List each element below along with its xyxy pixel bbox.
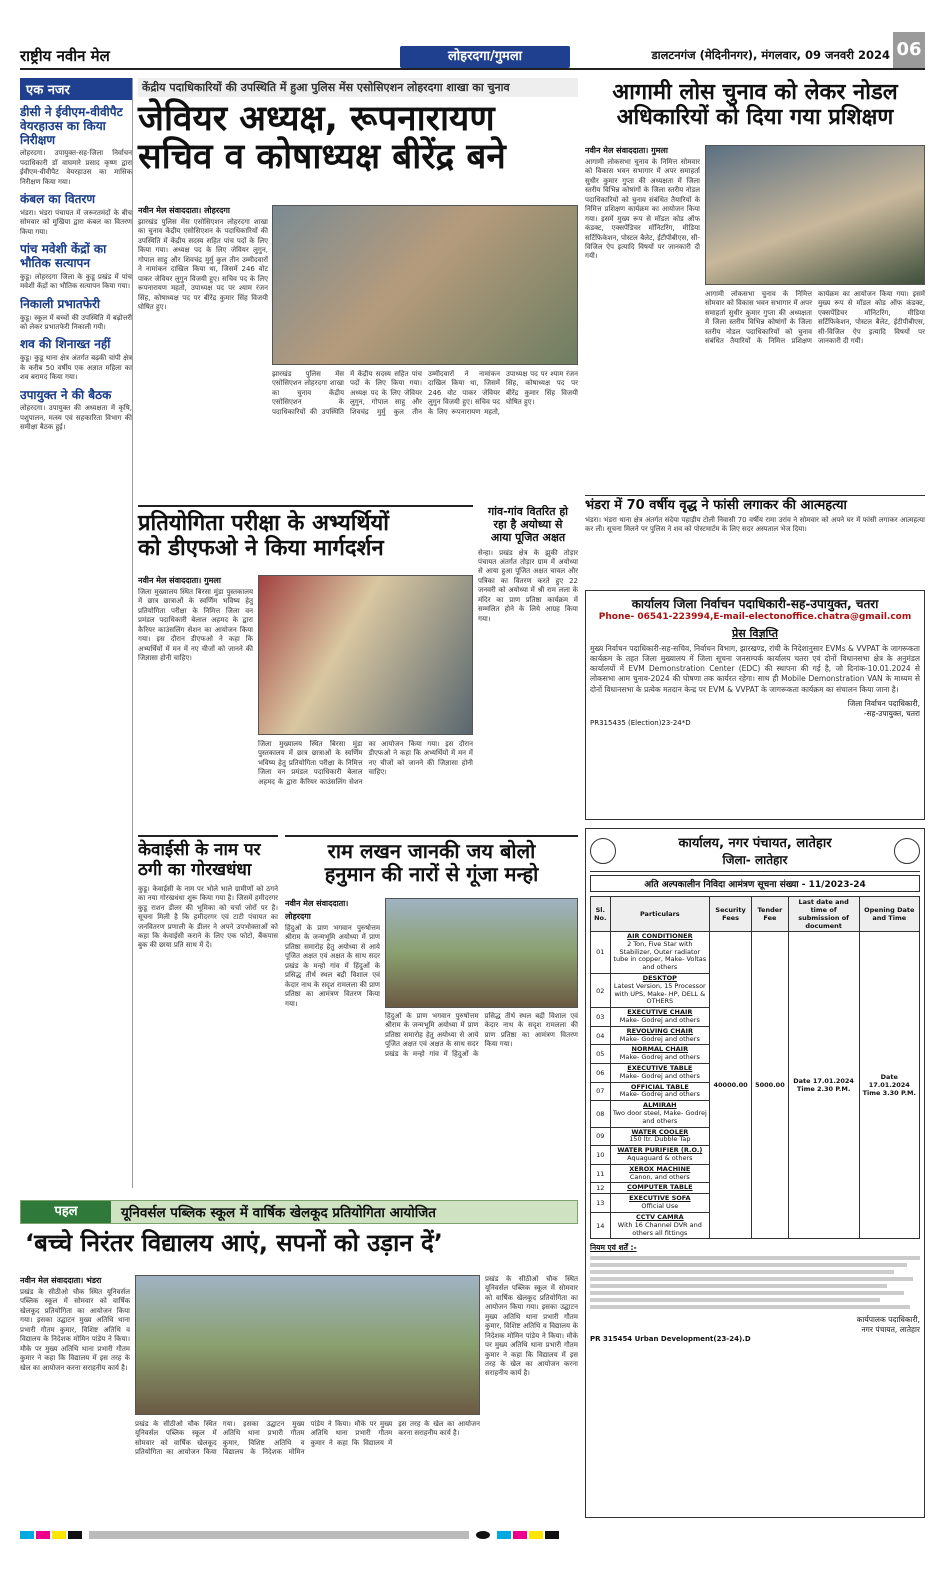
section-tag: लोहरदगा/गुमला: [400, 46, 570, 68]
tender-row-item-desc: Two door steel, Make- Godrej and others: [612, 1108, 707, 1125]
kyc-story: [138, 835, 278, 1190]
tender-row-sl: 02: [591, 973, 611, 1007]
sidebar-ek-nazar: [20, 78, 133, 1188]
newspaper-brand: राष्ट्रीय नवीन मेल: [20, 47, 110, 65]
ramlakhan-headline-line1: राम लखन जानकी जय बोलो: [327, 839, 536, 863]
tender-row-item-desc: Make- Godrej and others: [619, 1071, 700, 1080]
ayodhya-body: सेन्हा। प्रखंड क्षेत्र के झुकी तोड़ार पंचायत अंतर्गत तोड़ार ग्राम में अयोध्या से आया हुआ पूजित अक्षत चावल और पत्रिका का वितरण करते हुए 22 जनवरी को अयोध्या में श्री राम लला के मंदिर का प्राण प्रतिष्ठा कार्यक्रम में सम्मलित होने के लिये आग्रह किया गया।: [478, 548, 578, 623]
lead-body-continued: झारखंड पुलिस मेंस एसोसिएशन लोहरदगा शाखा का चुनाव केंद्रीय एसोसिएशन के पदाधिकारियों की उपस्थिति में केंद्रीय सदस्य सहित पांच पदों के लिए किया गया। अध्यक्ष पद के लिए जेवियर लुगुन, गोपाल साहु और शिवचंद्र मुर्मु कुल तीन उम्मीदवारों ने नामांकन दाखिल किया था, जिसमें 246 वोट पाकर जेवियर लुगुन विजयी हुए। सचिव पद के लिए रूपनारायण महतो, उपाध्यक्ष पद पर श्याम रंजन सिंह, कोषाध्यक्ष पद पर बीरेंद्र कुमार सिंह विजयी घोषित हुए।: [272, 370, 578, 416]
training-photo: [705, 145, 925, 285]
tender-row-sl: 01: [591, 932, 611, 974]
tender-row-particulars: [610, 1164, 709, 1183]
sidebar-item-title: उपायुक्त ने की बैठक: [20, 387, 112, 402]
training-body-cont: [705, 290, 925, 490]
suicide-headline: भंडरा में 70 वर्षीय वृद्ध ने फांसी लगाकर की आत्महत्या: [585, 498, 847, 513]
tender-row-particulars: [610, 1026, 709, 1045]
lead-body: झारखंड पुलिस मेंस एसोसिएशन लोहरदगा शाखा का चुनाव केंद्रीय एसोसिएशन के पदाधिकारियों की उपस्थिति में केंद्रीय सदस्य सहित पांच पदों के लिए किया गया। अध्यक्ष पद के लिए जेवियर लुगुन, गोपाल साहु और शिवचंद्र मुर्मु कुल तीन उम्मीदवारों ने नामांकन दाखिल किया था, जिसमें 246 वोट पाकर जेवियर लुगुन विजयी हुए। सचिव पद के लिए रूपनारायण महतो, उपाध्यक्ष पद पर श्याम रंजन सिंह, कोषाध्यक्ष पद पर बीरेंद्र कुमार सिंह विजयी घोषित हुए।: [138, 218, 268, 311]
ayodhya-headline-line1: गांव-गांव वितरित हो: [487, 505, 569, 518]
sidebar-item: [20, 298, 132, 333]
tender-row-item-name: DESKTOP: [642, 973, 677, 982]
tender-row-item-name: REVOLVING CHAIR: [626, 1026, 693, 1035]
competitive-photo: [258, 575, 473, 735]
tender-row-item-name: EXECUTIVE CHAIR: [627, 1008, 693, 1017]
tender-row-item-name: COMPUTER TABLE: [627, 1183, 693, 1192]
school-banner-text: यूनिवर्सल पब्लिक स्कूल में वार्षिक खेलकूद प्रतियोगिता आयोजित: [121, 1205, 436, 1221]
election-advert: [585, 590, 925, 820]
tender-row-sl: 11: [591, 1164, 611, 1183]
tender-row-particulars: [610, 1082, 709, 1101]
election-advert-subtitle: प्रेस विज्ञप्ति: [731, 627, 779, 640]
election-advert-contact: Phone- 06541-223994,E-mail-electonoffice.chatra@gmail.com: [598, 612, 912, 622]
tender-row-sl: 04: [591, 1026, 611, 1045]
sidebar-item-text: भंडरा। भंडरा पंचायत में जरूरतमंदों के बीच सोमवार को मुखिया द्वारा कंबल का वितरण किया गया।: [20, 208, 132, 236]
tender-district: जिला- लातेहार: [722, 853, 788, 867]
sidebar-item-text: कुडू। कुडू थाना क्षेत्र अंतर्गत बढ़की चांपी क्षेत्र के करीब 50 वर्षीय एक अज्ञात महिला का शव बरामद किया गया।: [20, 354, 132, 382]
ramlakhan-photo: [385, 898, 578, 1008]
sidebar-item-title: निकाली प्रभातफेरी: [20, 296, 100, 311]
training-story: [585, 80, 925, 131]
ayodhya-headline-line2: रहा है अयोध्या से: [493, 518, 563, 532]
sidebar-item-text: लोहरदगा। उपायुक्त-सह-जिला निर्वाचन पदाधिकारी डॉ वाघमारे प्रसाद कृष्ण द्वारा ईवीएम-वीवीपैट वेयरहाउस का मासिक निरीक्षण किया गया।: [20, 149, 132, 186]
school-body-right: प्रखंड के सीठीओ चौक स्थित यूनिवर्सल पब्लिक स्कूल में सोमवार को वार्षिक खेलकूद प्रतियोगिता का आयोजन किया गया। इसका उद्घाटन मुख्य अतिथि थाना प्रभारी गौतम कुमार, विशिष्ट अतिथि व विद्यालय के निदेशक मोमिन पांडेय ने किया। मौके पर मुख्य अतिथि थाना प्रभारी गौतम कुमार ने कहा कि विद्यालय में इस तरह के खेल का आयोजन करना सराहनीय कार्य है।: [485, 1275, 578, 1378]
suicide-body: भंडरा। भंडरा थाना क्षेत्र अंतर्गत संदेया पहाड़ीय टोली निवासी 70 वर्षीय रामा उरांव ने सोमवार को अपने घर में फांसी लगाकर आत्महत्या कर ली। सूचना मिलने पर पुलिस ने शव को पोस्टमार्टम के लिए सदर अस्पताल भेज दिया।: [585, 515, 925, 534]
tender-table-body: [591, 932, 920, 1239]
tender-row-item-desc: With 16 Channel DVR and others all fittings: [617, 1220, 702, 1237]
tender-row-item-desc: Official Use: [641, 1202, 679, 1211]
tender-col-security: Security Fees: [710, 897, 752, 932]
tender-row-item-desc: 150 ltr. Dubble Tap: [629, 1135, 691, 1144]
tender-row-sl: 05: [591, 1045, 611, 1064]
ramlakhan-body-continued: हिंदुओं के प्राण भगवान पुरुषोत्तम श्रीराम के जन्मभूमि अयोध्या में प्राण प्रतिष्ठा समारोह हेतु अयोध्या से आये पूजित अक्षत एवं अक्षत के साथ सदर प्रखंड के मन्हो गांव में हिंदुओं के प्रसिद्ध तीर्थ स्थल बद्री विशाल एवं केदार नाथ के सदृश रामलला की प्राण प्रतिष्ठा का आमंत्रण वितरण किया गया।: [385, 1012, 578, 1058]
tender-last-date: Date 17.01.2024 Time 2.30 P.M.: [788, 932, 859, 1239]
ayodhya-headline-line3: आया पूजित अक्षत: [490, 531, 566, 545]
tender-row-item-name: WATER PURIFIER (R.O.): [617, 1146, 703, 1155]
tender-row-sl: 10: [591, 1146, 611, 1165]
competitive-body-cont: [258, 740, 473, 825]
tender-row-item-name: NORMAL CHAIR: [631, 1045, 689, 1054]
tender-row-particulars: [610, 932, 709, 974]
kyc-headline-line1: केवाईसी के नाम पर: [138, 840, 261, 860]
election-signature-line1: जिला निर्वाचन पदाधिकारी,: [847, 698, 920, 708]
sidebar-item-title: शव की शिनाख्त नहीं: [20, 337, 111, 352]
sidebar-item-text: कुडू। लोहरदगा जिला के कुडू प्रखंड में पांच मवेशी केंद्रों का भौतिक सत्यापन किया गया।: [20, 272, 132, 291]
emblem-icon: [590, 838, 616, 864]
school-body-continued: प्रखंड के सीठीओ चौक स्थित यूनिवर्सल पब्लिक स्कूल में सोमवार को वार्षिक खेलकूद प्रतियोगिता का आयोजन किया गया। इसका उद्घाटन मुख्य अतिथि थाना प्रभारी गौतम कुमार, विशिष्ट अतिथि व विद्यालय के निदेशक मोमिन पांडेय ने किया। मौके पर मुख्य अतिथि थाना प्रभारी गौतम कुमार ने कहा कि विद्यालय में इस तरह के खेल का आयोजन करना सराहनीय कार्य है।: [135, 1420, 480, 1457]
sidebar-item-title: पांच मवेशी केंद्रों का भौतिक सत्यापन: [20, 242, 107, 271]
school-photo: [135, 1275, 480, 1415]
tender-signature: [590, 1315, 920, 1335]
training-headline-line2: अधिकारियों को दिया गया प्रशिक्षण: [616, 105, 894, 131]
lead-kicker: केंद्रीय पदाधिकारियों की उपस्थिति में हुआ पुलिस मेंस एसोसिएशन लोहरदगा शाखा का चुनाव: [138, 78, 578, 97]
election-advert-title: कार्यालय जिला निर्वाचन पदाधिकारी-सह-उपायुक्त, चतरा: [631, 597, 879, 611]
tender-row-item-desc: Canon, and others: [629, 1172, 690, 1181]
tender-terms-heading: नियम एवं शर्तें :-: [590, 1243, 637, 1253]
competitive-headline-line2: को डीएफओ ने किया मार्गदर्शन: [138, 536, 384, 562]
ramlakhan-body-col: [285, 898, 380, 1188]
training-byline: नवीन मेल संवाददाता। गुमला: [585, 146, 668, 155]
sidebar-item-title: डीसी ने ईवीएम-वीवीपैट वेयरहाउस का किया निरीक्षण: [20, 105, 123, 147]
tender-row-particulars: [610, 1101, 709, 1127]
tender-row-particulars: [610, 973, 709, 1007]
lead-photo: [272, 205, 578, 365]
sidebar-heading: एक नजर: [20, 78, 132, 100]
tender-row-particulars: [610, 1063, 709, 1082]
tender-row-particulars: [610, 1212, 709, 1238]
lead-headline-line2: सचिव व कोषाध्यक्ष बीरेंद्र बने: [138, 136, 506, 177]
sidebar-item-title: कंबल का वितरण: [20, 192, 96, 207]
tender-row-item-desc: Aquaguard & others: [627, 1153, 693, 1162]
ramlakhan-byline: नवीन मेल संवाददाता।: [285, 899, 349, 908]
training-body-continued: आगामी लोकसभा चुनाव के निमित्त सोमवार को विकास भवन सभागार में अपर समाहर्ता सुधीर कुमार गुप्ता की अध्यक्षता में जिला स्तरीय विभिन्न कोषांगों के जिला स्तरीय नोडल पदाधिकारियों को चुनाव संबंधित तैयारियों के निमित्त प्रशिक्षण कार्यक्रम का आयोजन किया गया। इसमें मुख्य रूप से मॉडल कोड ऑफ कंडक्ट, एक्सपेंडिचर मॉनिटरिंग, मीडिया सर्टिफिकेशन, पोस्टल बैलेट, ईटीपीबीएस, सी-विजिल ऐप इत्यादि विषयों पर जानकारी दी गयी।: [705, 290, 925, 346]
competitive-story: [138, 505, 473, 562]
tender-signature-line1: कार्यपालक पदाधिकारी,: [856, 1315, 920, 1325]
tender-row-sl: 07: [591, 1082, 611, 1101]
tender-signature-line2: नगर पंचायत, लातेहार: [861, 1325, 920, 1335]
tender-row-item-desc: Make- Godrej and others: [619, 1015, 700, 1024]
ramlakhan-place: लोहरदगा: [285, 912, 311, 921]
seal-icon: [894, 838, 920, 864]
tender-row-item-desc: 2 Ton, Five Star with Stabilizer, Outer radiator tube in copper, Make- Voltas and others: [613, 939, 707, 972]
tender-notice: अति अल्पकालीन निविदा आमंत्रण सूचना संख्या - 11/2023-24: [590, 875, 920, 892]
lead-headline-line1: जेवियर अध्यक्ष, रूपनारायण: [138, 99, 495, 139]
tender-advert: [585, 828, 925, 1518]
tender-row-sl: 13: [591, 1194, 611, 1213]
tender-table: [590, 896, 920, 1239]
election-advert-ref: PR315435 (Election)23-24*D: [590, 718, 691, 727]
lead-story: [138, 78, 578, 177]
tender-col-particulars: Particulars: [610, 897, 709, 932]
tender-col-lastdate: Last date and time of submission of document: [788, 897, 859, 932]
sidebar-item: [20, 106, 132, 187]
kyc-body: कुडू। केवाईसी के नाम पर भोले भाले ग्रामीणों को ठगने का नया गोरखधंधा शुरू किया गया है। जिसमें हमीदरगर कुडू राशन डीलर की भूमिका को चर्चा जोरों पर है। सूचना मिली है कि हमीदरगर एवं टाटी पंचायत का जनवितरण प्रणाली के डीलर ने अपने उपभोक्ताओं को कहा कि केवाईसी कराने के लिए एक फोटो, बैंकपास बुक की छाया प्रति साथ में दें।: [138, 884, 278, 950]
school-headline: ‘बच्चे निरंतर विद्यालय आएं, सपनों को उड़ान दें’: [25, 1229, 443, 1257]
election-advert-body: मुख्य निर्वाचन पदाधिकारी-सह-सचिव, निर्वाचन विभाग, झारखण्ड, रांची के निदेशानुसार EVMs & VVPAT के जागरूकता कार्यक्रम के तहत जिला मुख्यालय में जिला सूचना जनसम्पर्क कार्यालय चतरा एवं दोनों विधानसभा क्षेत्र के अनुमंडल कार्यालयों में EVM Demonstration Center (EDC) की स्थापना की गई है, जो दिनांक-10.01.2024 से लोकसभा आम चुनाव-2024 की घोषणा तक कार्यरत रहेगा। साथ ही Mobile Demonstration VAN के माध्यम से दोनों विधानसभा के प्रत्येक मतदान केन्द्र पर EVM & VVPAT के जागरूकता कार्यक्रम का संचालन किया जाना है।: [590, 644, 920, 694]
sidebar-item-text: कुडू। स्कूल में बच्चों की उपस्थिति में बढ़ोत्तरी को लेकर प्रभातफेरी निकाली गयी।: [20, 313, 132, 331]
tender-row-sl: 06: [591, 1063, 611, 1082]
school-body-col: [20, 1275, 130, 1515]
competitive-body-continued: जिला मुख्यालय स्थित बिरसा मुंडा पुस्तकालय में छात्र छात्राओं के स्वर्णिम भविष्य हेतु प्रतियोगिता परीक्षा के निमित्त जिला वन प्रमंडल पदाधिकारी बेलाल अहमद के द्वारा कैरियर काउंसलिंग सेशन का आयोजन किया गया। इस दौरान डीएफओ ने कहा कि अभ्यर्थियों में मन में नए चीजों को जानने की जिज्ञासा होनी चाहिए।: [258, 740, 473, 786]
election-advert-signature: [590, 699, 920, 719]
tender-row-item-desc: Latest Version, 15 Processor with UPS, Make- HP, DELL & OTHERS: [613, 981, 706, 1006]
school-tag: पहल: [21, 1201, 111, 1223]
training-body: आगामी लोकसभा चुनाव के निमित्त सोमवार को विकास भवन सभागार में अपर समाहर्ता सुधीर कुमार गुप्ता की अध्यक्षता में जिला स्तरीय विभिन्न कोषांगों के जिला स्तरीय नोडल पदाधिकारियों को चुनाव संबंधित तैयारियों के निमित्त प्रशिक्षण कार्यक्रम का आयोजन किया गया। इसमें मुख्य रूप से मॉडल कोड ऑफ कंडक्ट, एक्सपेंडिचर मॉनिटरिंग, मीडिया सर्टिफिकेशन, पोस्टल बैलेट, ईटीपीबीएस, सी-विजिल ऐप इत्यादि विषयों पर जानकारी दी गयी।: [585, 158, 700, 261]
tender-row-sl: 12: [591, 1183, 611, 1194]
training-headline-line1: आगामी लोस चुनाव को लेकर नोडल: [612, 80, 898, 105]
ramlakhan-body-cont: [385, 1012, 578, 1190]
school-body: प्रखंड के सीठीओ चौक स्थित यूनिवर्सल पब्लिक स्कूल में सोमवार को वार्षिक खेलकूद प्रतियोगिता का आयोजन किया गया। इसका उद्घाटन मुख्य अतिथि थाना प्रभारी गौतम कुमार, विशिष्ट अतिथि व विद्यालय के निदेशक मोमिन पांडेय ने किया। मौके पर मुख्य अतिथि थाना प्रभारी गौतम कुमार ने कहा कि विद्यालय में इस तरह के खेल का आयोजन करना सराहनीय कार्य है।: [20, 1288, 130, 1372]
training-body-col: [585, 145, 700, 445]
suicide-story: [585, 495, 925, 534]
tender-col-fee: Tender Fee: [752, 897, 789, 932]
tender-row-particulars: [610, 1045, 709, 1064]
tender-col-sl: Sl. No.: [591, 897, 611, 932]
competitive-headline-line1: प्रतियोगिता परीक्षा के अभ्यर्थियों: [138, 511, 390, 536]
ayodhya-story: [478, 505, 578, 830]
tender-row-sl: 08: [591, 1101, 611, 1127]
tender-row-particulars: [610, 1127, 709, 1146]
sidebar-item-text: लोहरदगा। उपायुक्त की अध्यक्षता में कृषि, पशुपालन, मत्स्य एवं सहकारिता विभाग की समीक्षा बैठक हुई।: [20, 404, 132, 432]
ramlakhan-body: हिंदुओं के प्राण भगवान पुरुषोत्तम श्रीराम के जन्मभूमि अयोध्या में प्राण प्रतिष्ठा समारोह हेतु अयोध्या से आये पूजित अक्षत एवं अक्षत के साथ सदर प्रखंड के मन्हो गांव में हिंदुओं के प्रसिद्ध तीर्थ स्थल बद्री विशाल एवं केदार नाथ के सदृश रामलला की प्राण प्रतिष्ठा का आमंत्रण वितरण किया गया।: [285, 924, 380, 1008]
tender-row-particulars: [610, 1146, 709, 1165]
tender-fee: 5000.00: [752, 932, 789, 1239]
tender-row-sl: 09: [591, 1127, 611, 1146]
competitive-body: जिला मुख्यालय स्थित बिरसा मुंडा पुस्तकालय में छात्र छात्राओं के स्वर्णिम भविष्य हेतु प्रतियोगिता परीक्षा के निमित्त जिला वन प्रमंडल पदाधिकारी बेलाल अहमद के द्वारा कैरियर काउंसलिंग सेशन का आयोजन किया गया। इस दौरान डीएफओ ने कहा कि अभ्यर्थियों में मन में नए चीजों को जानने की जिज्ञासा होनी चाहिए।: [138, 588, 253, 663]
page-number: 06: [893, 32, 925, 68]
registration-mark-icon: [476, 1531, 490, 1539]
ramlakhan-headline-line2: हनुमान की नारों से गूंजा मन्हो: [324, 862, 539, 886]
tender-row-item-name: ALMIRAH: [643, 1101, 677, 1110]
tender-office: कार्यालय, नगर पंचायत, लातेहार: [678, 836, 832, 851]
tender-row-particulars: [610, 1194, 709, 1213]
tender-row-item-name: CCTV CAMRA: [636, 1212, 684, 1221]
kyc-headline-line2: ठगी का गोरखधंधा: [138, 860, 252, 881]
tender-row-item-name: AIR CONDITIONER: [627, 932, 693, 940]
sidebar-item: [20, 389, 132, 433]
ramlakhan-story: [285, 835, 578, 886]
tender-row-item-desc: Make- Godrej and others: [619, 1090, 700, 1099]
dateline: डालटनगंज (मेदिनीनगर), मंगलवार, 09 जनवरी 2024: [651, 48, 890, 62]
tender-ref: PR 315454 Urban Development(23-24).D: [590, 1335, 751, 1344]
tender-terms-lines: [590, 1256, 920, 1309]
school-body-col-right: [485, 1275, 578, 1515]
lead-body-col: [138, 205, 268, 475]
tender-row-item-name: XEROX MACHINE: [629, 1164, 691, 1173]
lead-byline: नवीन मेल संवाददाता। लोहरदगा: [138, 206, 230, 215]
sidebar-item: [20, 243, 132, 291]
tender-row: [591, 932, 920, 974]
election-signature-line2: -सह-उपायुक्त, चतरा: [863, 708, 920, 718]
tender-header: [590, 833, 920, 872]
tender-row-item-name: WATER COOLER: [631, 1127, 689, 1136]
school-banner: [20, 1200, 578, 1224]
tender-col-opening: Opening Date and Time: [859, 897, 919, 932]
tender-row-item-desc: Make- Godrej and others: [619, 1034, 700, 1043]
tender-row-item-name: EXECUTIVE TABLE: [627, 1063, 693, 1072]
school-byline: नवीन मेल संवाददाता। भंडरा: [20, 1276, 102, 1285]
sidebar-item: [20, 338, 132, 382]
tender-opening-date: Date 17.01.2024 Time 3.30 P.M.: [859, 932, 919, 1239]
tender-row-item-desc: Make- Godrej and others: [619, 1053, 700, 1062]
print-color-bar: [20, 1524, 925, 1532]
tender-security-fee: 40000.00: [710, 932, 752, 1239]
tender-row-sl: 14: [591, 1212, 611, 1238]
competitive-body-col: [138, 575, 253, 825]
lead-body-cont: [272, 370, 578, 475]
masthead: [20, 40, 925, 70]
tender-row-particulars: [610, 1183, 709, 1194]
tender-row-item-name: OFFICIAL TABLE: [630, 1082, 689, 1091]
tender-row-item-name: EXECUTIVE SOFA: [629, 1194, 691, 1203]
competitive-byline: नवीन मेल संवाददाता। गुमला: [138, 576, 221, 585]
school-body-cont: [135, 1420, 480, 1515]
tender-row-particulars: [610, 1008, 709, 1027]
sidebar-item: [20, 193, 132, 237]
tender-row-sl: 03: [591, 1008, 611, 1027]
